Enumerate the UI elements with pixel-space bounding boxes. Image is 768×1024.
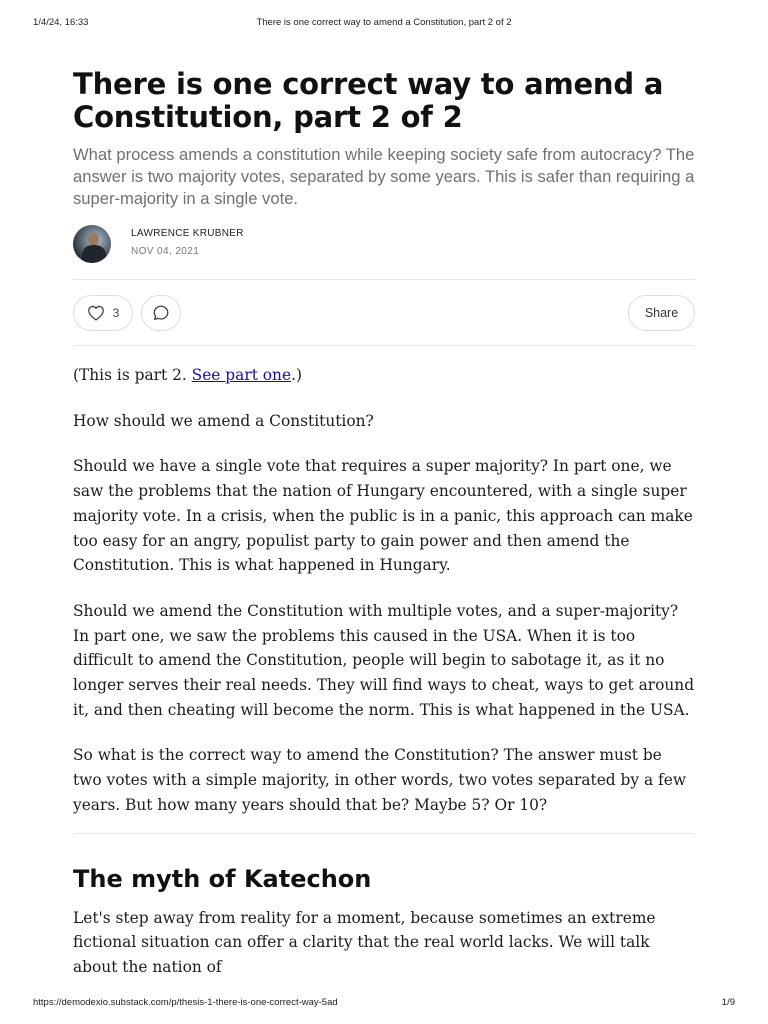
see-part-one-link[interactable]: See part one — [191, 366, 292, 384]
body-paragraph — [73, 363, 695, 388]
print-page-number: 1/9 — [721, 997, 735, 1008]
body-paragraph: Should we amend the Constitution with multiple votes, and a super-majority? In part one, we saw the problems this caused in the USA. When it is too difficult to amend the Constitution, people will begin to sabotage it, as it no longer serves their real needs. They will find ways to cheat, ways to get around it, and then cheating will become the norm. This is what happened in the USA. — [73, 601, 695, 719]
article — [73, 68, 695, 1001]
post-actions — [73, 280, 695, 345]
body-text: .) — [291, 366, 302, 384]
post-body — [73, 363, 695, 818]
divider — [73, 345, 695, 346]
like-count: 3 — [112, 306, 120, 320]
body-paragraph: Let's step away from reality for a moment, because sometimes an extreme fictional situation can offer a clarity that the real world lacks. We will talk about the nation of — [73, 908, 656, 976]
post-title: There is one correct way to amend a Constitution, part 2 of 2 — [73, 67, 664, 134]
section-heading: The myth of Katechon — [73, 864, 372, 893]
post-date: NOV 04, 2021 — [131, 246, 200, 257]
section-divider — [73, 833, 695, 834]
body-paragraph: Should we have a single vote that requires a super majority? In part one, we saw the problems that the nation of Hungary encountered, with a single super majority vote. In a crisis, when the public is in a panic, this approach can make too easy for an angry, populist party to gain power and then amend the Constitution. This is what happened in Hungary. — [73, 457, 693, 575]
print-url: https://demodexio.substack.com/p/thesis-1-there-is-one-correct-way-5ad — [33, 997, 338, 1008]
comment-bubble-icon — [152, 304, 170, 322]
avatar-body — [82, 245, 106, 263]
share-button[interactable]: Share — [628, 295, 695, 331]
like-button[interactable] — [73, 295, 133, 331]
print-document-title: There is one correct way to amend a Constitution, part 2 of 2 — [256, 17, 512, 28]
post-subtitle: What process amends a constitution while keeping society safe from autocracy? The answer is two majority votes, separated by some years. This is safer than requiring a super-majority in a single vote. — [73, 145, 695, 208]
print-datetime: 1/4/24, 16:33 — [33, 17, 89, 28]
author-avatar[interactable] — [73, 225, 111, 263]
heart-icon — [87, 305, 105, 321]
author-name[interactable]: LAWRENCE KRUBNER — [131, 228, 244, 239]
byline — [73, 225, 695, 265]
body-paragraph: How should we amend a Constitution? — [73, 411, 374, 430]
section-body — [73, 906, 695, 980]
body-text: (This is part 2. — [73, 366, 192, 384]
comment-button[interactable] — [141, 295, 181, 331]
body-paragraph: So what is the correct way to amend the Constitution? The answer must be two votes with a simple majority, in other words, two votes separated by a few years. But how many years should that be? Maybe 5? Or 10? — [73, 746, 687, 814]
